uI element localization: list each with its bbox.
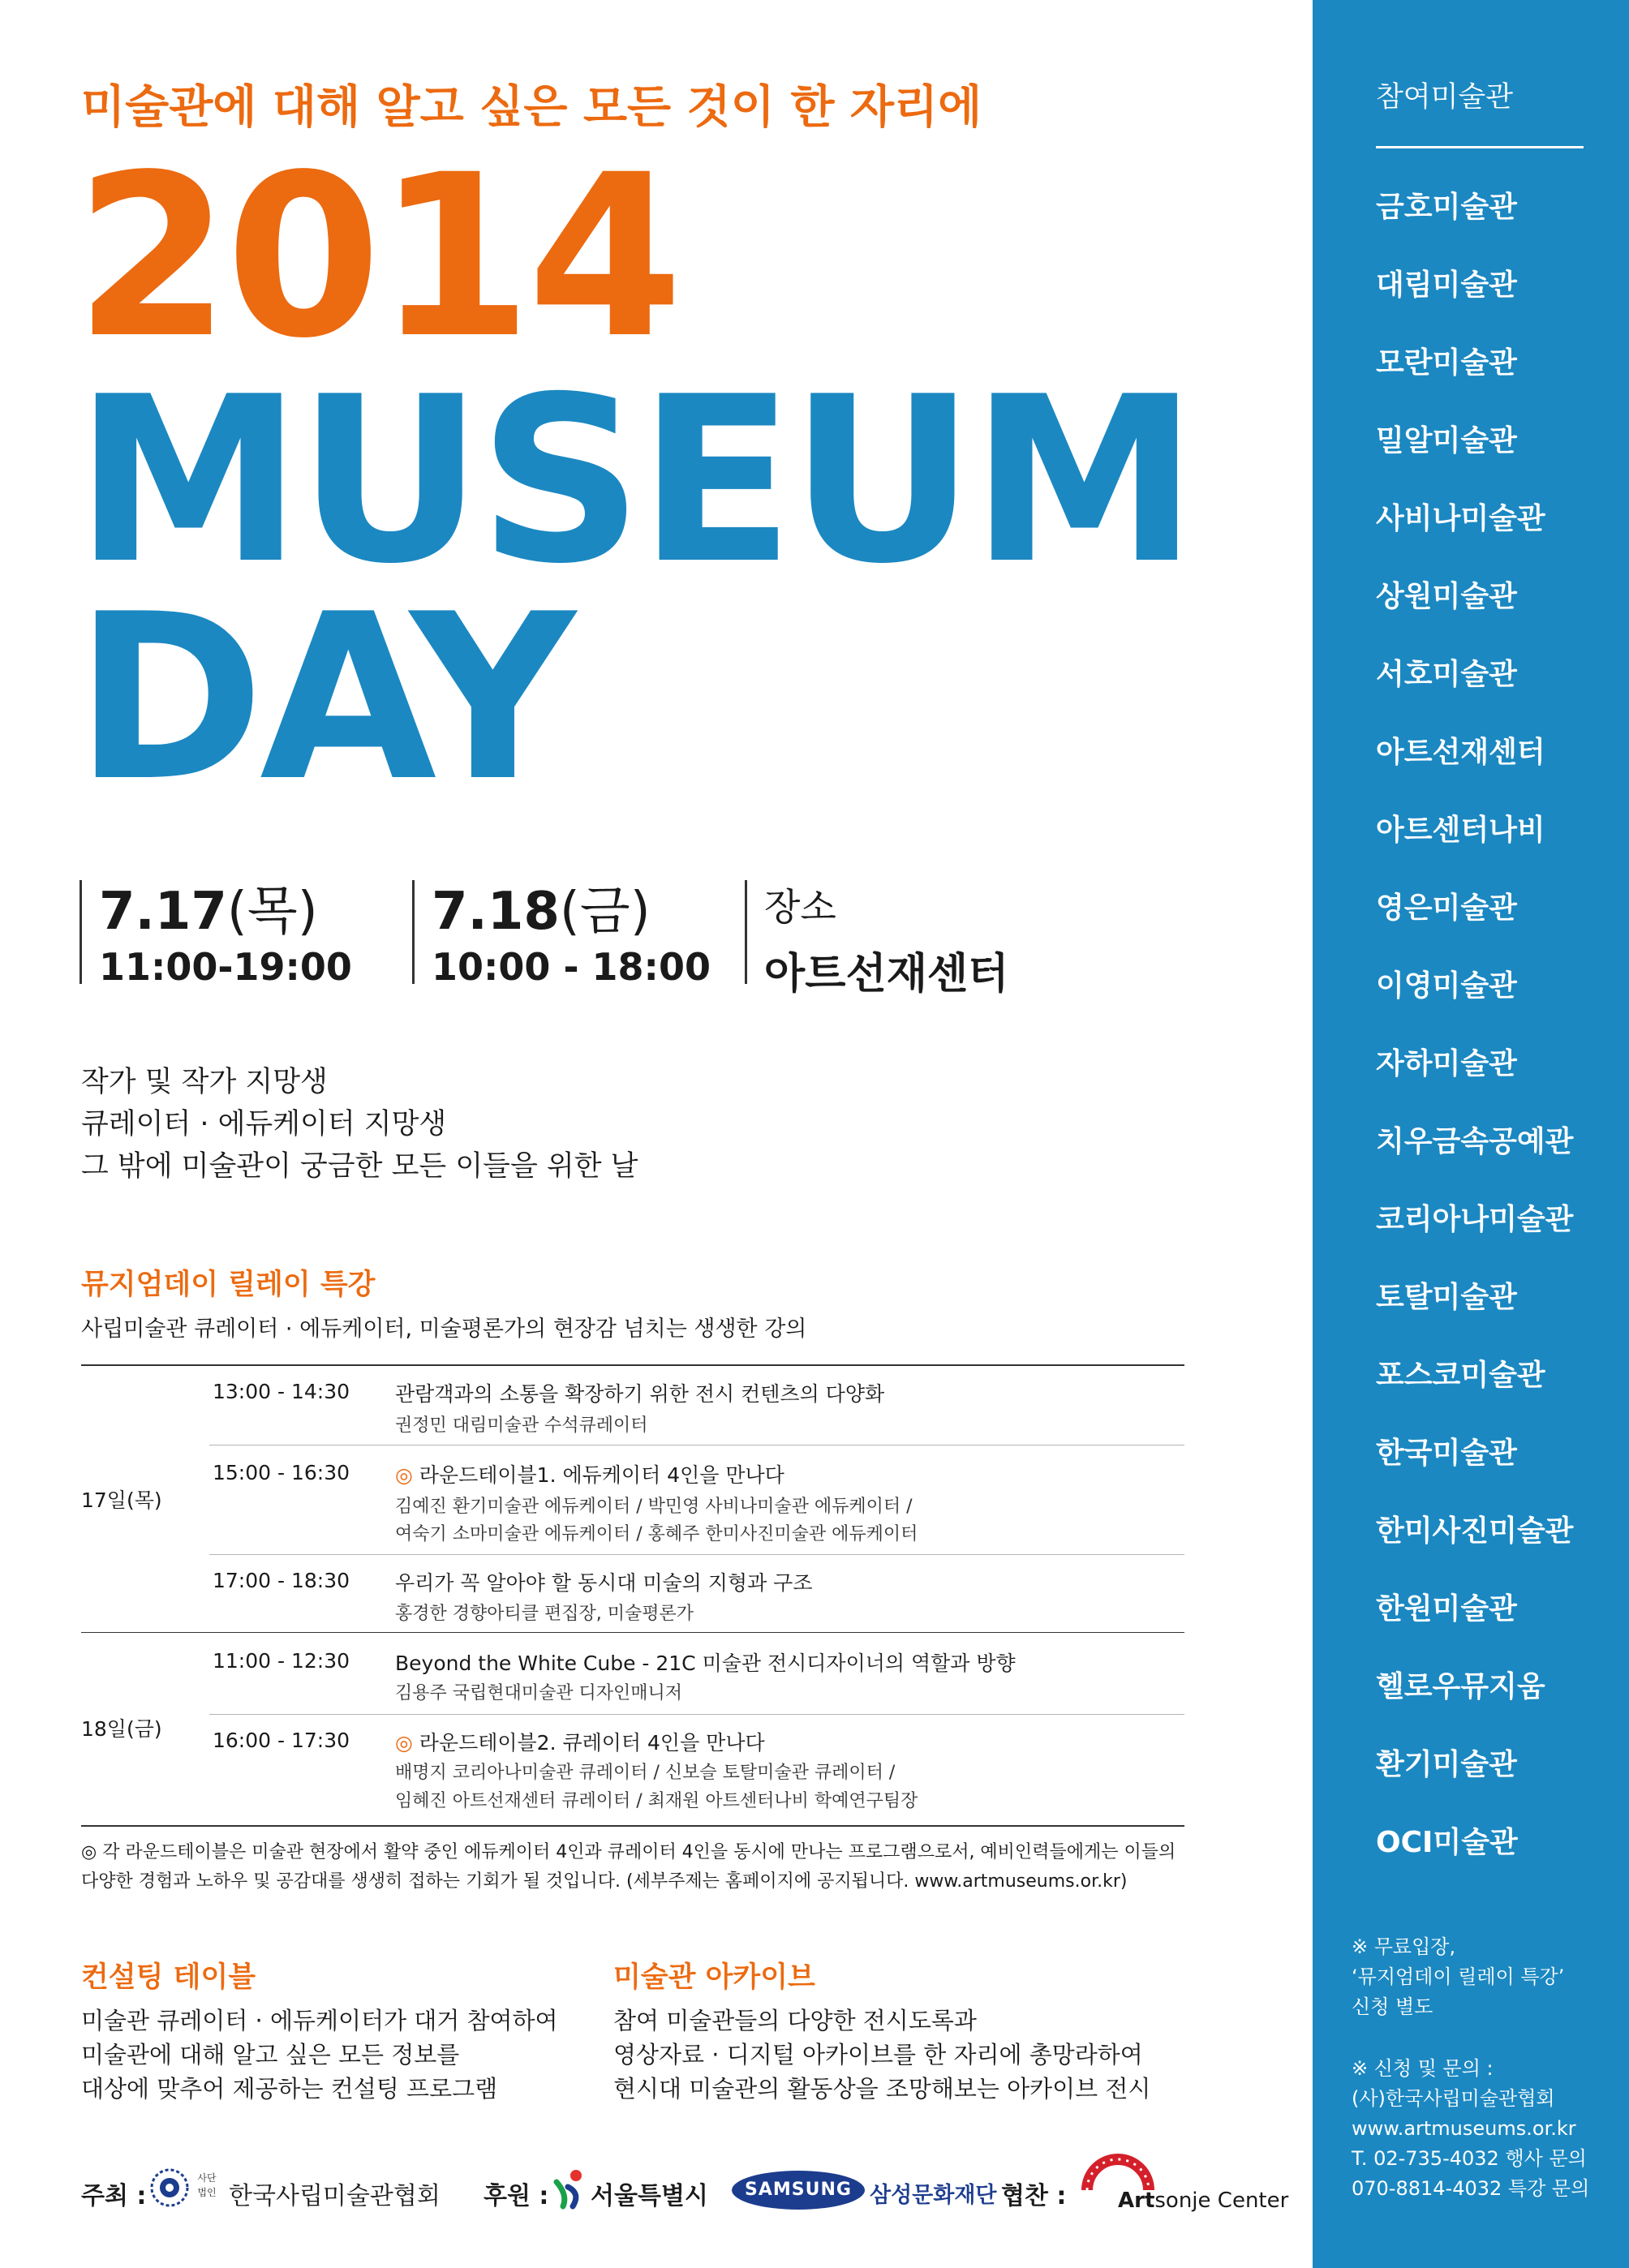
museum-list-item: 아트선재센터 bbox=[1376, 736, 1545, 769]
host-logo-icon bbox=[149, 2167, 190, 2208]
venue-name: 아트선재센터 bbox=[764, 950, 1009, 999]
note-line: 070-8814-4032 특강 문의 bbox=[1352, 2177, 1590, 2200]
note-line: ‘뮤지엄데이 릴레이 특강’ bbox=[1352, 1965, 1565, 1988]
museum-list-item: 한국미술관 bbox=[1376, 1437, 1517, 1470]
hours-day1: 11:00-19:00 bbox=[99, 945, 352, 989]
session-speakers: 김용주 국립현대미술관 디자인매니저 bbox=[395, 1683, 683, 1703]
participating-museums-sidebar bbox=[1313, 0, 1629, 2268]
artsonje-name bbox=[1118, 2189, 1288, 2213]
footnote-line: 다양한 경험과 노하우 및 공감대를 생생히 접하는 기회가 될 것입니다. (세부주제는 홈페이지에 공지됩니다. www.artmuseums.or.kr) bbox=[81, 1871, 1128, 1892]
session-title: Beyond the White Cube - 21C 미술관 전시디자이너의 역할과 방향 bbox=[395, 1652, 1016, 1675]
date-day2 bbox=[432, 870, 651, 944]
museum-list-item: 자하미술관 bbox=[1376, 1047, 1517, 1080]
archive-title: 미술관 아카이브 bbox=[613, 1961, 815, 1994]
museum-list-item: 한미사진미술관 bbox=[1376, 1514, 1574, 1548]
museum-list-item: 한원미술관 bbox=[1376, 1592, 1517, 1626]
session-speakers: 홍경한 경향아티클 편집장, 미술평론가 bbox=[395, 1604, 694, 1624]
archive-line: 영상자료 · 디지털 아카이브를 한 자리에 총망라하여 bbox=[613, 2041, 1143, 2068]
support-label: 후원 : bbox=[484, 2182, 549, 2210]
archive-line: 참여 미술관들의 다양한 전시도록과 bbox=[613, 2007, 977, 2034]
consulting-line: 대상에 맞추어 제공하는 컨설팅 프로그램 bbox=[81, 2075, 498, 2103]
note-line: 신청 별도 bbox=[1352, 1995, 1433, 2018]
museum-list-item: 포스코미술관 bbox=[1376, 1359, 1545, 1392]
museum-list-item: 금호미술관 bbox=[1376, 191, 1517, 224]
date-divider bbox=[412, 880, 415, 984]
consulting-body bbox=[81, 2004, 558, 2106]
headline-day: DAY bbox=[75, 565, 571, 831]
session-speakers: 여숙기 소마미술관 에듀케이터 / 홍혜주 한미사진미술관 에듀케이터 bbox=[395, 1524, 918, 1544]
date-day1 bbox=[99, 870, 318, 944]
museum-list-item: 환기미술관 bbox=[1376, 1748, 1517, 1781]
museum-list-item: 모란미술관 bbox=[1376, 346, 1517, 380]
relay-subtitle: 사립미술관 큐레이터 · 에듀케이터, 미술평론가의 현장감 넘치는 생생한 강의 bbox=[81, 1317, 807, 1342]
museum-list-item: 토탈미술관 bbox=[1376, 1281, 1517, 1314]
session-title bbox=[395, 1459, 784, 1488]
intro-text bbox=[81, 1061, 638, 1188]
footnote-line: ◎ 각 라운드테이블은 미술관 현장에서 활약 중인 에듀케이터 4인과 큐레이터 4인을 동시에 만나는 프로그램으로서, 예비인력들에게는 이들의 bbox=[81, 1842, 1176, 1862]
session-time: 17:00 - 18:30 bbox=[213, 1569, 350, 1592]
session-speakers: 임혜진 아트선재센터 큐레이터 / 최재원 아트센터나비 학예연구팀장 bbox=[395, 1791, 918, 1811]
artsonje-logo-icon bbox=[1079, 2150, 1157, 2192]
headline-museum: MUSEUM bbox=[75, 347, 1193, 614]
artsonje-name-rest: sonje Center bbox=[1154, 2189, 1289, 2213]
museum-list-item: 영은미술관 bbox=[1376, 891, 1517, 925]
session-speakers: 김예진 환기미술관 에듀케이터 / 박민영 사비나미술관 에듀케이터 / bbox=[395, 1497, 913, 1517]
date-day2-dow: (금) bbox=[559, 882, 651, 942]
museum-list-item: 서호미술관 bbox=[1376, 658, 1517, 691]
coop-label: 협찬 : bbox=[1001, 2182, 1067, 2210]
archive-body bbox=[613, 2004, 1150, 2106]
host-name: 한국사립미술관협회 bbox=[229, 2182, 441, 2210]
date-day1-value: 7.17 bbox=[99, 882, 227, 942]
session-title-text: 라운드테이블2. 큐레이터 4인을 만나다 bbox=[419, 1731, 765, 1755]
intro-line: 작가 및 작가 지망생 bbox=[81, 1066, 328, 1098]
museum-list bbox=[1376, 185, 1573, 1898]
session-title: 우리가 꼭 알아야 할 동시대 미술의 지형과 구조 bbox=[395, 1571, 813, 1595]
note-line: T. 02-735-4032 행사 문의 bbox=[1352, 2147, 1587, 2170]
headline-year: 2014 bbox=[75, 127, 679, 388]
table-row-separator bbox=[209, 1554, 1184, 1555]
session-time: 16:00 - 17:30 bbox=[213, 1729, 350, 1752]
session-time: 15:00 - 16:30 bbox=[213, 1461, 350, 1484]
sidebar-divider bbox=[1376, 146, 1584, 148]
seoul-logo-icon bbox=[552, 2167, 589, 2210]
museum-list-item: 헬로우뮤지움 bbox=[1376, 1670, 1545, 1703]
relay-title: 뮤지엄데이 릴레이 특강 bbox=[81, 1269, 376, 1301]
museum-list-item: 코리아나미술관 bbox=[1376, 1203, 1574, 1236]
table-row-separator bbox=[209, 1714, 1184, 1715]
roundtable-footnote bbox=[81, 1838, 1176, 1896]
session-time: 13:00 - 14:30 bbox=[213, 1380, 350, 1403]
museum-list-item: 대림미술관 bbox=[1376, 268, 1517, 302]
note-line: (사)한국사립미술관협회 bbox=[1352, 2087, 1555, 2110]
session-title: 관람객과의 소통을 확장하기 위한 전시 컨텐츠의 다양화 bbox=[395, 1382, 885, 1406]
date-day2-value: 7.18 bbox=[432, 882, 560, 942]
date-day1-dow: (목) bbox=[226, 882, 318, 942]
session-speakers: 배명지 코리아나미술관 큐레이터 / 신보슬 토탈미술관 큐레이터 / bbox=[395, 1763, 896, 1783]
artsonje-name-bold: Art bbox=[1118, 2189, 1155, 2213]
note-line: ※ 신청 및 문의 : bbox=[1352, 2057, 1494, 2080]
consulting-line: 미술관 큐레이터 · 에듀케이터가 대거 참여하여 bbox=[81, 2007, 558, 2034]
consulting-title: 컨설팅 테이블 bbox=[81, 1961, 256, 1994]
contact-note bbox=[1352, 2054, 1589, 2204]
note-line: ※ 무료입장, bbox=[1352, 1935, 1456, 1958]
roundtable-mark: ◎ bbox=[395, 1731, 413, 1755]
date-divider bbox=[745, 880, 747, 984]
session-title-text: 라운드테이블1. 에듀케이터 4인을 만나다 bbox=[419, 1463, 784, 1487]
session-speakers: 권정민 대림미술관 수석큐레이터 bbox=[395, 1415, 648, 1436]
consulting-line: 미술관에 대해 알고 싶은 모든 정보를 bbox=[81, 2041, 460, 2068]
session-time: 11:00 - 12:30 bbox=[213, 1649, 350, 1673]
date-divider bbox=[80, 880, 82, 984]
samsung-logo: SAMSUNG bbox=[732, 2171, 865, 2210]
tagline: 미술관에 대해 알고 싶은 모든 것이 한 자리에 bbox=[81, 81, 982, 134]
schedule-day-label: 18일(금) bbox=[81, 1717, 162, 1741]
museum-list-item: 밀알미술관 bbox=[1376, 424, 1517, 457]
museum-list-item: 상원미술관 bbox=[1376, 580, 1517, 613]
venue-label: 장소 bbox=[764, 885, 836, 929]
museum-list-item: 치우금속공예관 bbox=[1376, 1125, 1574, 1158]
hours-day2: 10:00 - 18:00 bbox=[432, 945, 711, 989]
table-day-separator bbox=[81, 1632, 1184, 1633]
host-label: 주최 : bbox=[81, 2182, 147, 2210]
seoul-name: 서울특별시 bbox=[591, 2182, 708, 2210]
sidebar-heading: 참여미술관 bbox=[1376, 81, 1514, 114]
museum-list-item: OCI미술관 bbox=[1376, 1826, 1518, 1859]
samsung-foundation: 삼성문화재단 bbox=[870, 2183, 997, 2208]
host-seal-text: 사단법인 bbox=[197, 2172, 217, 2198]
note-line: www.artmuseums.or.kr bbox=[1352, 2117, 1576, 2140]
museum-list-item: 아트센터나비 bbox=[1376, 814, 1545, 847]
museum-list-item: 사비나미술관 bbox=[1376, 502, 1545, 535]
museum-list-item: 이영미술관 bbox=[1376, 969, 1517, 1003]
session-title bbox=[395, 1727, 765, 1756]
free-admission-note bbox=[1352, 1932, 1564, 2022]
intro-line: 큐레이터 · 에듀케이터 지망생 bbox=[81, 1108, 447, 1140]
archive-line: 현시대 미술관의 활동상을 조망해보는 아카이브 전시 bbox=[613, 2075, 1151, 2103]
schedule-day-label: 17일(목) bbox=[81, 1488, 162, 1512]
table-rule-bottom bbox=[81, 1825, 1184, 1827]
table-rule-top bbox=[81, 1364, 1184, 1366]
roundtable-mark: ◎ bbox=[395, 1463, 413, 1487]
intro-line: 그 밖에 미술관이 궁금한 모든 이들을 위한 날 bbox=[81, 1150, 638, 1183]
